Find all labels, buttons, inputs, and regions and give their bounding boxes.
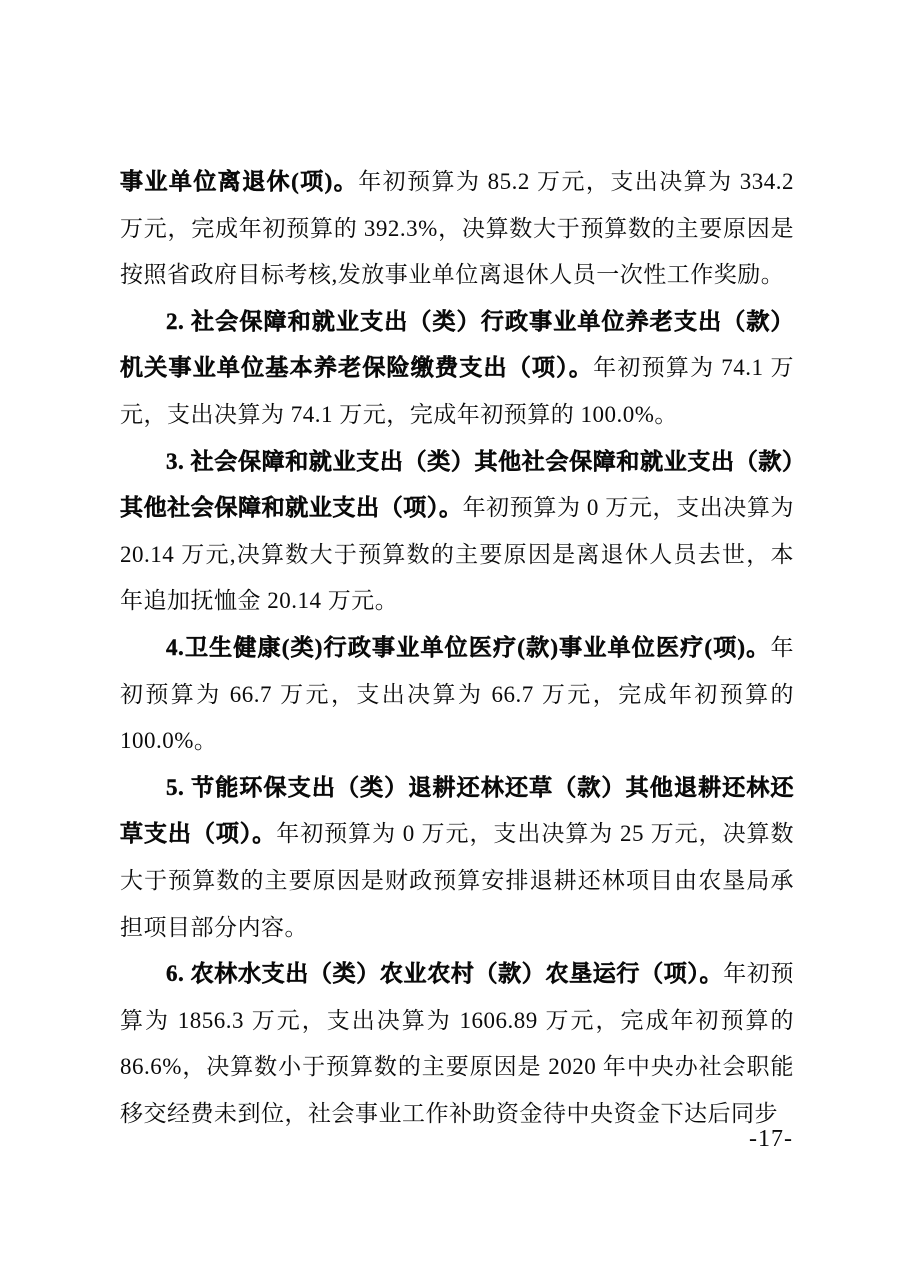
paragraph-heading: 5. 节能环保支出（类）退耕还林还草（款）其他退耕还林还草支出（项）。 xyxy=(120,774,794,847)
paragraph-body: 年初预算为 0 万元，支出决算为 20.14 万元,决算数大于预算数的主要原因是离退休人员去世，本年追加抚恤金 20.14 万元。 xyxy=(120,495,795,614)
paragraph-body: 年初预算为 1856.3 万元，支出决算为 1606.89 万元，完成年初预算的 86.6%，决算数小于预算数的主要原因是 2020 年中央办社会职能移交经费未到位，社会事业工作补助资金待中央资金下达后同步 xyxy=(120,961,795,1126)
paragraph-item1-continuation xyxy=(120,159,794,299)
paragraph-heading: 6. 农林水支出（类）农业农村（款）农垦运行（项）。 xyxy=(166,961,724,987)
page-number: -17- xyxy=(749,1126,793,1152)
paragraph-body: 年初预算为 66.7 万元，支出决算为 66.7 万元，完成年初预算的 100.0%。 xyxy=(120,634,794,754)
paragraph-body: 年初预算为 74.1 万元，支出决算为 74.1 万元，完成年初预算的 100.0%。 xyxy=(120,355,795,427)
paragraph-heading: 3. 社会保障和就业支出（类）其他社会保障和就业支出（款）其他社会保障和就业支出（项）。 xyxy=(120,448,794,521)
paragraph-item5 xyxy=(120,765,794,951)
paragraph-body: 年初预算为 0 万元，支出决算为 25 万元，决算数大于预算数的主要原因是财政预算安排退耕还林项目由农垦局承担项目部分内容。 xyxy=(120,821,795,940)
document-body-text xyxy=(120,159,794,1137)
paragraph-item3 xyxy=(120,439,794,625)
paragraph-body: 年初预算为 85.2 万元，支出决算为 334.2 万元，完成年初预算的 392.3%，决算数大于预算数的主要原因是按照省政府目标考核,发放事业单位离退休人员一次性工作奖励。 xyxy=(120,169,795,288)
paragraph-item4 xyxy=(120,625,794,765)
paragraph-heading: 事业单位离退休(项)。 xyxy=(120,169,359,194)
paragraph-heading: 4.卫生健康(类)行政事业单位医疗(款)事业单位医疗(项)。 xyxy=(166,634,771,660)
paragraph-item2 xyxy=(120,299,794,439)
paragraph-item6 xyxy=(120,951,794,1137)
paragraph-heading: 2. 社会保障和就业支出（类）行政事业单位养老支出（款）机关事业单位基本养老保险缴费支出（项）。 xyxy=(120,308,794,381)
